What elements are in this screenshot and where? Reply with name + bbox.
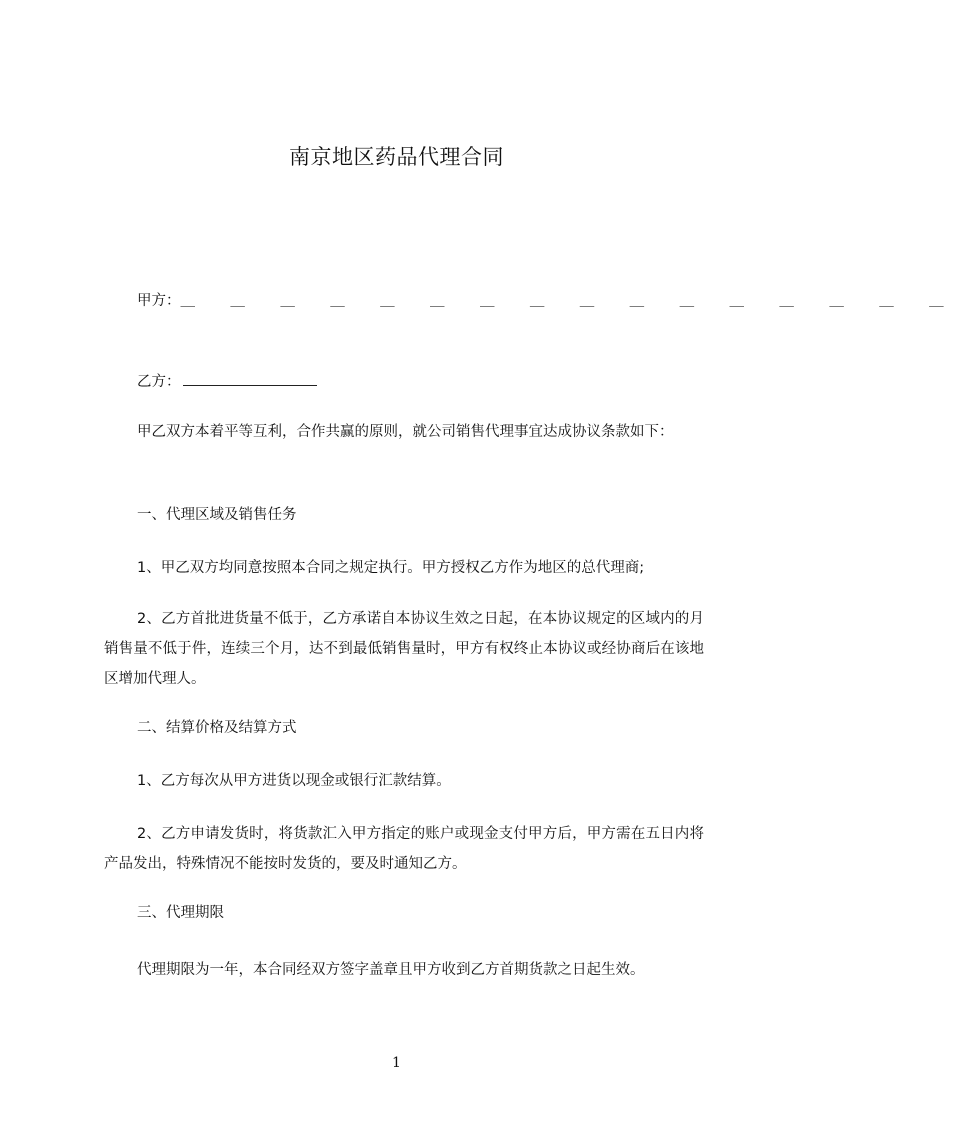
party-b-blank bbox=[183, 371, 317, 386]
section-1-heading: 一、代理区域及销售任务 bbox=[137, 507, 297, 523]
section-2-heading: 二、结算价格及结算方式 bbox=[137, 720, 297, 736]
party-b-line bbox=[137, 371, 317, 392]
page-number: 1 bbox=[392, 1055, 401, 1071]
intro-paragraph: 甲乙双方本着平等互利，合作共赢的原则，就公司销售代理事宜达成协议条款如下： bbox=[137, 424, 674, 440]
document-title: 南京地区药品代理合同 bbox=[289, 145, 504, 169]
section-3-heading: 三、代理期限 bbox=[137, 905, 224, 921]
section-3-clause-1: 代理期限为一年，本合同经双方签字盖章且甲方收到乙方首期货款之日起生效。 bbox=[137, 962, 645, 978]
party-b-label: 乙方： bbox=[137, 374, 181, 390]
party-a-colon: ： bbox=[166, 293, 181, 309]
section-1-clause-1: 1、甲乙双方均同意按照本合同之规定执行。甲方授权乙方作为地区的总代理商; bbox=[137, 560, 645, 576]
section-1-clause-2: 2、乙方首批进货量不低于，乙方承诺自本协议生效之日起，在本协议规定的区域内的月销售量不低于件，连续三个月，达不到最低销售量时，甲方有权终止本协议或经协商后在该地区增加代理人。 bbox=[104, 611, 704, 687]
party-a-label-1: 甲 bbox=[137, 293, 152, 309]
section-2-clause-2: 2、乙方申请发货时，将货款汇入甲方指定的账户或现金支付甲方后，甲方需在五日内将产品发出，特殊情况不能按时发货的，要及时通知乙方。 bbox=[104, 826, 704, 872]
party-a-blank: ＿ ＿ ＿ ＿ ＿ ＿ ＿ ＿ ＿ ＿ ＿ ＿ ＿ ＿ ＿ ＿ bbox=[180, 293, 959, 309]
party-a-label-2: 方 bbox=[151, 293, 166, 309]
section-2-clause-1: 1、乙方每次从甲方进货以现金或银行汇款结算。 bbox=[137, 773, 451, 789]
party-a-line bbox=[137, 291, 959, 311]
